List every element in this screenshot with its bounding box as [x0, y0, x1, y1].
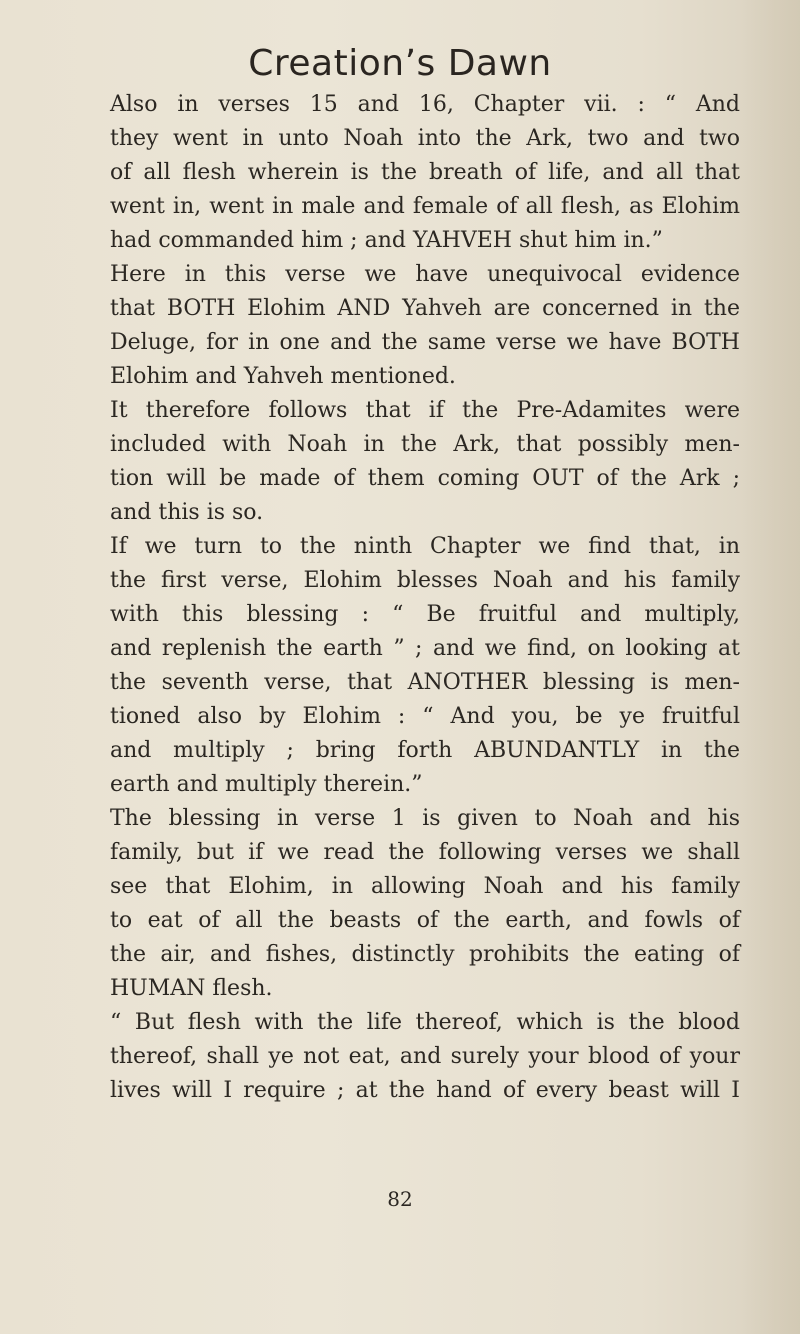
- text-line: thereof, shall ye not eat, and surely your blood of your: [110, 1044, 740, 1069]
- text-line: “ But flesh with the life thereof, which is the blood: [110, 1010, 740, 1035]
- text-line: and replenish the earth ” ; and we find, on looking at: [110, 636, 740, 661]
- page-edge-shadow: [740, 0, 800, 1334]
- text-line: with this blessing : “ Be fruitful and multiply,: [110, 602, 740, 627]
- text-line: and multiply ; bring forth ABUNDANTLY in the: [110, 738, 740, 763]
- text-line: lives will I require ; at the hand of every beast will I: [110, 1078, 740, 1103]
- text-line: tioned also by Elohim : “ And you, be ye fruitful: [110, 704, 740, 729]
- text-line: HUMAN flesh.: [110, 976, 273, 1001]
- text-line: the air, and fishes, distinctly prohibits the eating of: [110, 942, 740, 967]
- text-line: earth and multiply therein.”: [110, 772, 423, 797]
- text-line: to eat of all the beasts of the earth, and fowls of: [110, 908, 740, 933]
- text-line: of all flesh wherein is the breath of life, and all that: [110, 160, 740, 185]
- text-line: had commanded him ; and YAHVEH shut him in.”: [110, 228, 663, 253]
- text-line: Here in this verse we have unequivocal evidence: [110, 262, 740, 287]
- text-line: Deluge, for in one and the same verse we have BOTH: [110, 330, 740, 355]
- text-line: included with Noah in the Ark, that possibly men-: [110, 432, 740, 457]
- running-head: Creation’s Dawn: [248, 43, 552, 84]
- text-line: tion will be made of them coming OUT of the Ark ;: [110, 466, 740, 491]
- text-line: The blessing in verse 1 is given to Noah and his: [110, 806, 740, 831]
- text-line: Also in verses 15 and 16, Chapter vii. : “ And: [110, 92, 740, 117]
- page-number: 82: [387, 1187, 413, 1211]
- text-line: the first verse, Elohim blesses Noah and his family: [110, 568, 740, 593]
- text-line: the seventh verse, that ANOTHER blessing is men-: [110, 670, 740, 695]
- text-line: went in, went in male and female of all flesh, as Elohim: [110, 194, 740, 219]
- text-line: and this is so.: [110, 500, 264, 525]
- body-text: [110, 88, 740, 1108]
- text-line: they went in unto Noah into the Ark, two and two: [110, 126, 740, 151]
- text-line: see that Elohim, in allowing Noah and his family: [110, 874, 740, 899]
- text-line: It therefore follows that if the Pre-Adamites were: [110, 398, 740, 423]
- text-line: family, but if we read the following verses we shall: [110, 840, 740, 865]
- text-line: that BOTH Elohim AND Yahveh are concerned in the: [110, 296, 740, 321]
- text-line: If we turn to the ninth Chapter we find that, in: [110, 534, 740, 559]
- text-line: Elohim and Yahveh mentioned.: [110, 364, 456, 389]
